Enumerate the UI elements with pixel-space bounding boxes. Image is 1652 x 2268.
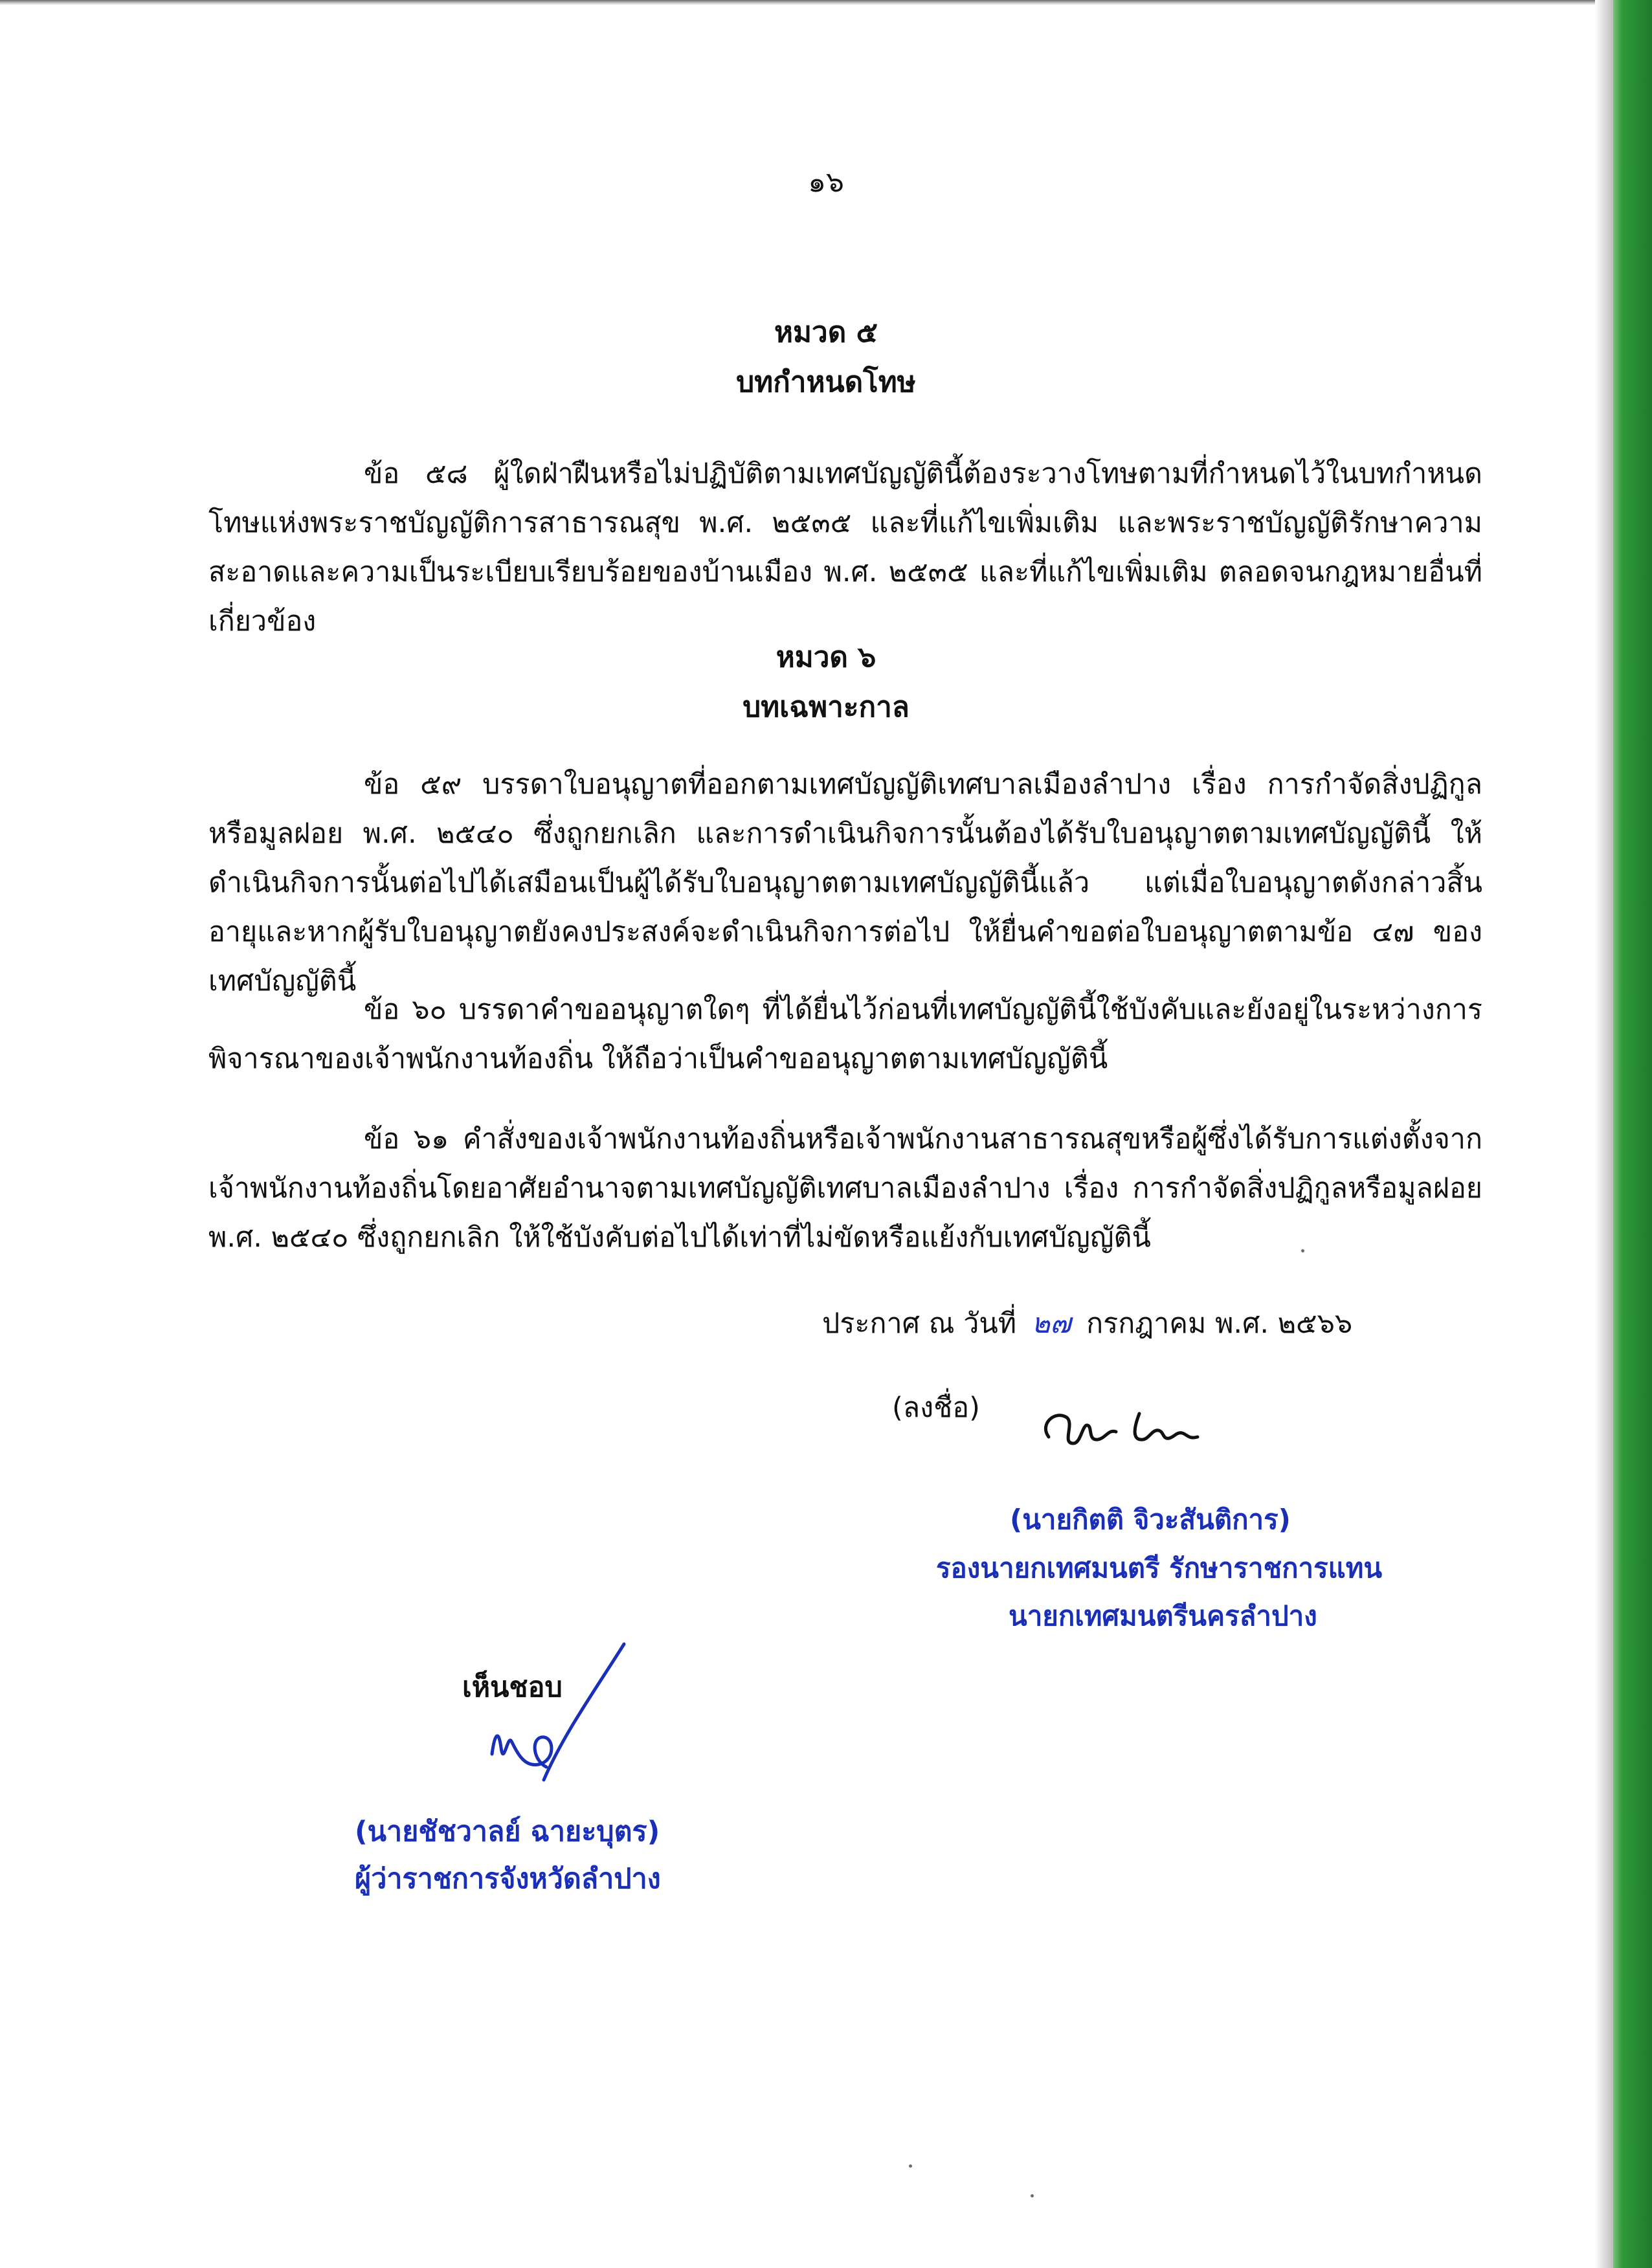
signer-title-line1: รองนายกเทศมนตรี รักษาราชการแทน — [936, 1552, 1383, 1584]
signer-name: (นายกิตติ จิวะสันติการ) — [1010, 1504, 1291, 1535]
signer-title-line2: นายกเทศมนตรีนครลำปาง — [1009, 1600, 1317, 1632]
scan-speck — [1301, 1249, 1304, 1252]
announcement-prefix: ประกาศ ณ วันที่ — [822, 1307, 1017, 1340]
governor-title: ผู้ว่าราชการจังหวัดลำปาง — [355, 1863, 661, 1895]
clause-58: ข้อ ๕๘ ผู้ใดฝ่าฝืนหรือไม่ปฏิบัติตามเทศบัญญัตินี้ต้องระวางโทษตามที่กำหนดไว้ในบทกำหนดโทษแห่งพระราชบัญญัติการสาธารณสุข พ.ศ. ๒๕๓๕ และที่แก้ไขเพิ่มเติม และพระราชบัญญัติรักษาความสะอาดและความเป็นระเบียบเรียบร้อยของบ้านเมือง พ.ศ. ๒๕๓๕ และที่แก้ไขเพิ่มเติม ตลอดจนกฎหมายอื่นที่เกี่ยวข้อง — [208, 458, 1482, 638]
signed-label: (ลงชื่อ) — [892, 1392, 980, 1424]
scan-top-edge — [0, 0, 1652, 5]
clause-60: ข้อ ๖๐ บรรดาคำขออนุญาตใดๆ ที่ได้ยื่นไว้ก่อนที่เทศบัญญัตินี้ใช้บังคับและยังอยู่ในระหว่างการพิจารณาของเจ้าพนักงานท้องถิ่น ให้ถือว่าเป็นคำขออนุญาตตามเทศบัญญัตินี้ — [208, 994, 1482, 1075]
chapter6-subtitle: บทเฉพาะกาล — [742, 691, 910, 724]
mayor-signature — [1036, 1398, 1230, 1456]
scan-right-shadow — [1595, 0, 1613, 2268]
announcement-month-year: กรกฎาคม พ.ศ. ๒๕๖๖ — [1086, 1307, 1353, 1340]
governor-name: (นายชัชวาลย์ ฉายะบุตร) — [355, 1816, 660, 1848]
announcement-day: ๒๗ — [1031, 1307, 1071, 1340]
scan-speck — [909, 2164, 912, 2168]
clause-61: ข้อ ๖๑ คำสั่งของเจ้าพนักงานท้องถิ่นหรือเจ้าพนักงานสาธารณสุขหรือผู้ซึ่งได้รับการแต่งตั้งจากเจ้าพนักงานท้องถิ่นโดยอาศัยอำนาจตามเทศบัญญัติเทศบาลเมืองลำปาง เรื่อง การกำจัดสิ่งปฏิกูลหรือมูลฝอย พ.ศ. ๒๕๔๐ ซึ่งถูกยกเลิก ให้ใช้บังคับต่อไปได้เท่าที่ไม่ขัดหรือแย้งกับเทศบัญญัตินี้ — [208, 1123, 1482, 1254]
scan-right-green-edge — [1613, 0, 1652, 2268]
scan-speck — [1031, 2194, 1034, 2197]
chapter5-subtitle: บทกำหนดโทษ — [736, 366, 916, 399]
page-number: ๑๖ — [808, 166, 844, 199]
clause-59: ข้อ ๕๙ บรรดาใบอนุญาตที่ออกตามเทศบัญญัติเทศบาลเมืองลำปาง เรื่อง การกำจัดสิ่งปฏิกูลหรือมูลฝอย พ.ศ. ๒๕๔๐ ซึ่งถูกยกเลิก และการดำเนินกิจการนั้นต้องได้รับใบอนุญาตตามเทศบัญญัตินี้ ให้ดำเนินกิจการนั้นต่อไปได้เสมือนเป็นผู้ได้รับใบอนุญาตตามเทศบัญญัตินี้แล้ว แต่เมื่อใบอนุญาตดังกล่าวสิ้นอายุและหากผู้รับใบอนุญาตยังคงประสงค์จะดำเนินกิจการต่อไป ให้ยื่นคำขอต่อใบอนุญาตตามข้อ ๔๗ ของเทศบัญญัตินี้ — [208, 768, 1482, 997]
governor-signature — [479, 1638, 634, 1793]
chapter5-title: หมวด ๕ — [774, 316, 878, 349]
announcement-date — [822, 1301, 1352, 1345]
chapter6-title: หมวด ๖ — [776, 641, 876, 674]
approval-label: เห็นชอบ — [462, 1671, 563, 1704]
